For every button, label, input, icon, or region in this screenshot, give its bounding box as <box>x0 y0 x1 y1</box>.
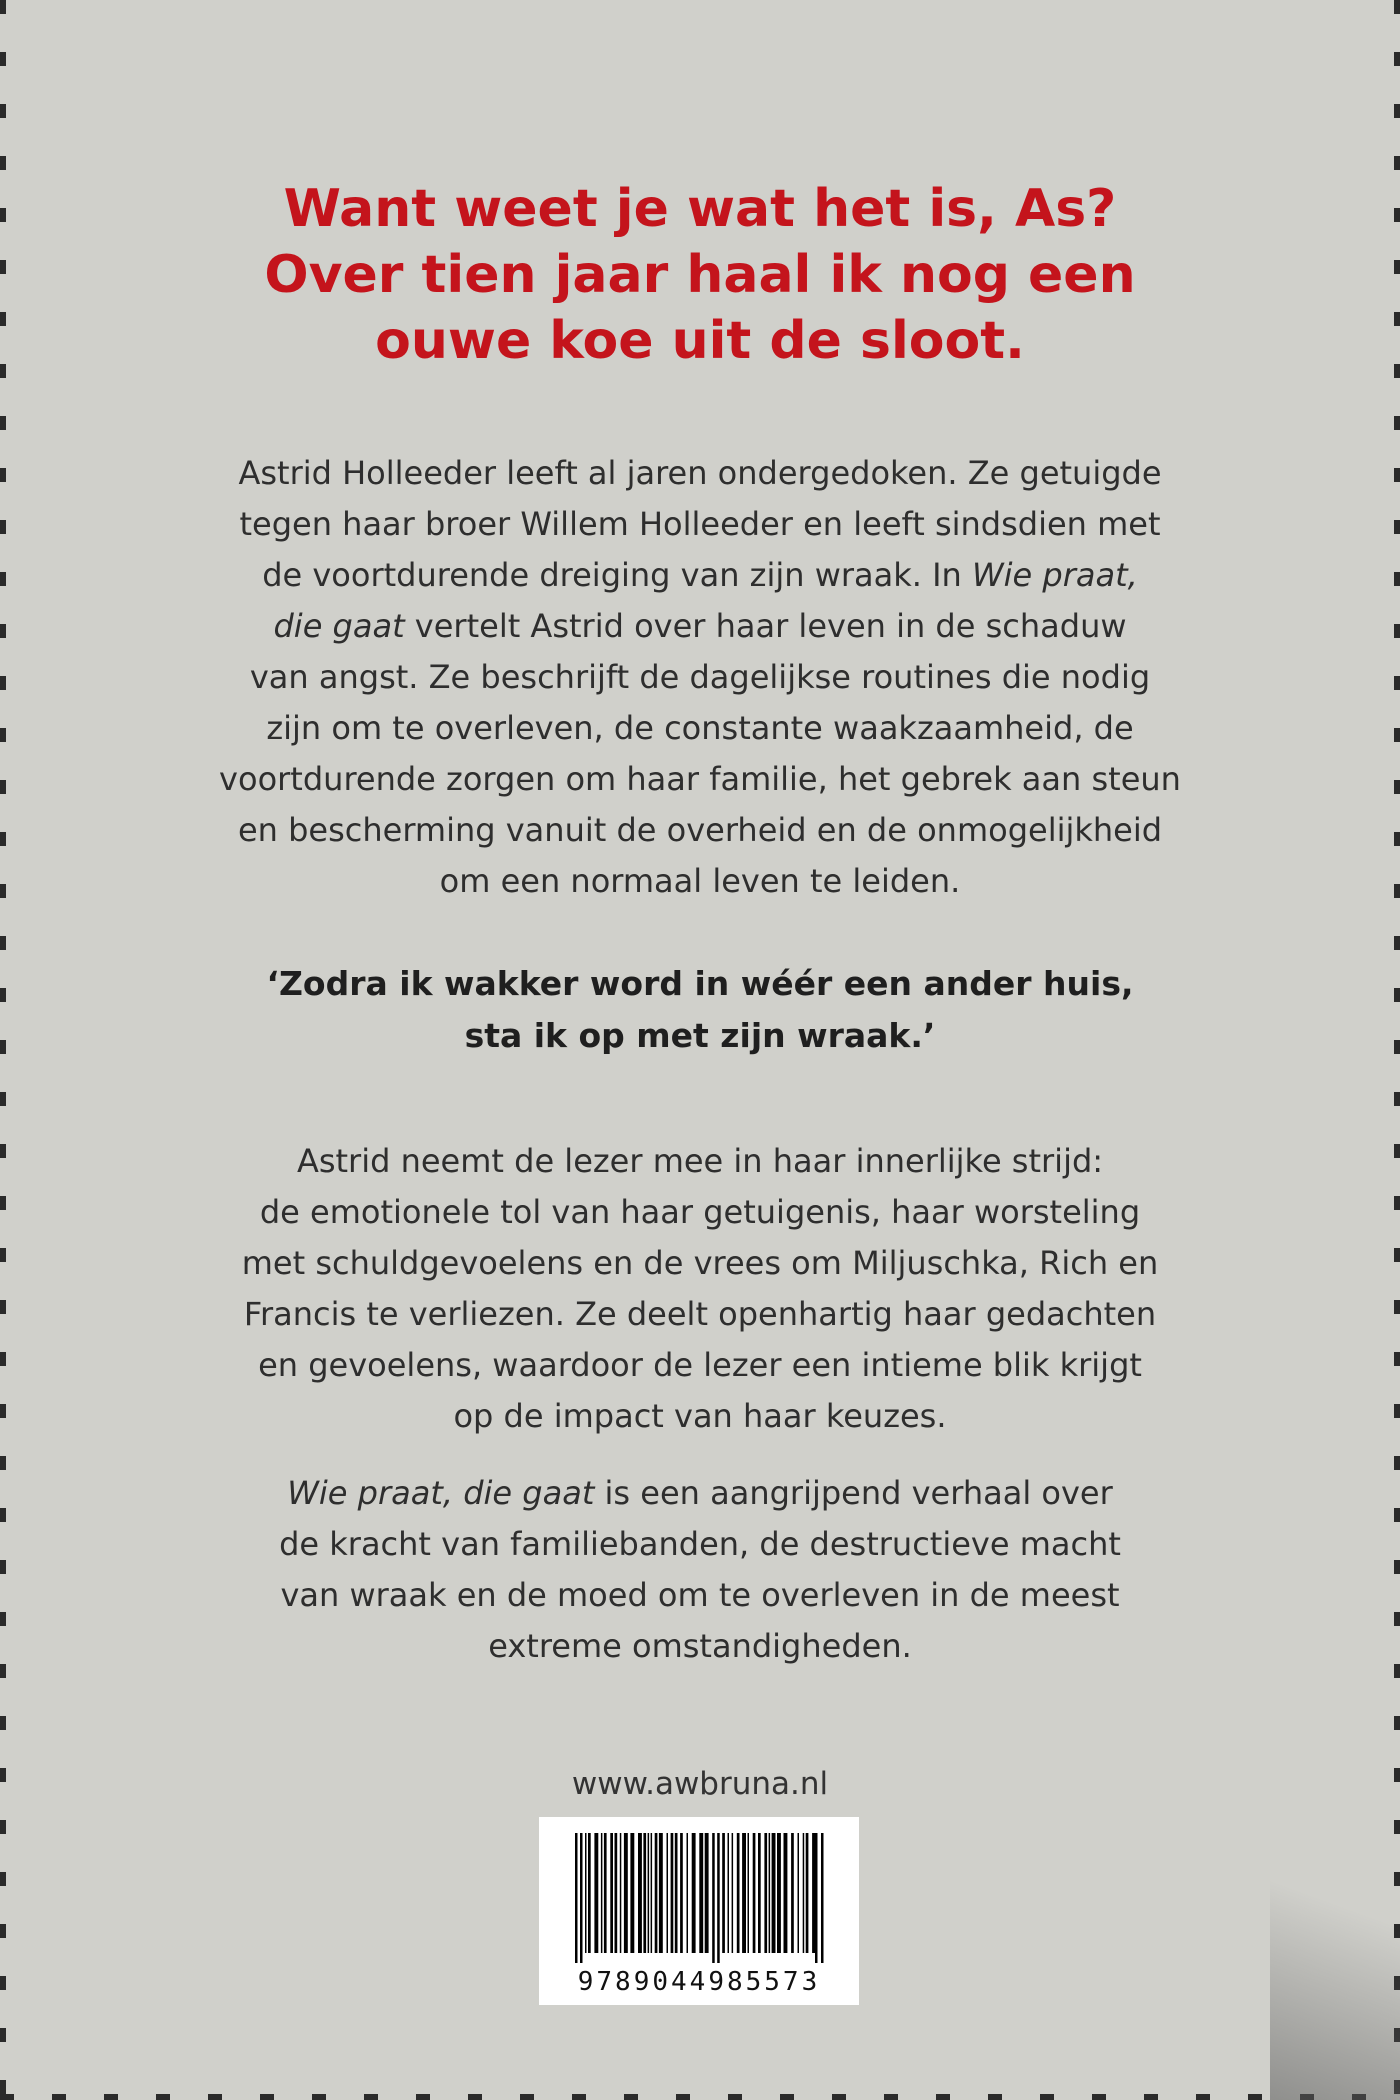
barcode-bar <box>742 1833 746 1953</box>
barcode-bar <box>615 1833 618 1953</box>
headline-line: ouwe koe uit de sloot. <box>375 311 1025 371</box>
paragraph-line: om een normaal leven te leiden. <box>439 862 961 900</box>
book-title-italic: die gaat <box>273 607 405 645</box>
publisher-website: www.awbruna.nl <box>571 1766 829 1802</box>
blurb-paragraph-2 <box>140 1136 1260 1442</box>
barcode-bar <box>821 1833 824 1963</box>
isbn-barcode <box>539 1817 859 2005</box>
barcode-bar <box>728 1833 730 1953</box>
barcode-bars-icon <box>575 1833 825 1963</box>
barcode-bar <box>638 1833 642 1953</box>
paragraph-line: en bescherming vanuit de overheid en de onmogelijkheid <box>237 811 1163 849</box>
barcode-bar <box>594 1833 598 1953</box>
barcode-bar <box>648 1833 650 1953</box>
barcode-bar <box>692 1833 696 1953</box>
barcode-bar <box>610 1833 613 1953</box>
barcode-bar <box>659 1833 663 1953</box>
paragraph-line: voortdurende zorgen om haar familie, het gebrek aan steun <box>219 760 1181 798</box>
headline-quote <box>150 176 1250 374</box>
barcode-bar <box>699 1833 703 1953</box>
barcode-bar <box>732 1833 734 1953</box>
book-title-italic: Wie praat, die gaat <box>287 1474 595 1512</box>
barcode-bar <box>791 1833 794 1953</box>
quote-line: ‘Zodra ik wakker word in wéér een ander huis, <box>266 964 1134 1003</box>
paragraph-line: van angst. Ze beschrijft de dagelijkse routines die nodig <box>249 658 1151 696</box>
barcode-bar <box>806 1833 809 1953</box>
barcode-bar <box>680 1833 683 1953</box>
blurb-paragraph-1 <box>140 448 1260 907</box>
pull-quote <box>140 958 1260 1062</box>
barcode-bar <box>705 1833 709 1953</box>
barcode-bar <box>712 1833 715 1963</box>
barcode-bar <box>643 1833 646 1953</box>
paragraph-line: Francis te verliezen. Ze deelt openhartig haar gedachten <box>243 1295 1157 1333</box>
barcode-bar <box>717 1833 720 1963</box>
barcode-bar <box>671 1833 674 1953</box>
headline-line: Over tien jaar haal ik nog een <box>264 245 1136 305</box>
barcode-bar <box>575 1833 578 1963</box>
barcode-bar <box>769 1833 771 1953</box>
barcode-bar <box>758 1833 761 1953</box>
paragraph-line <box>140 550 1260 601</box>
barcode-bar <box>748 1833 750 1953</box>
barcode-bar <box>655 1833 658 1953</box>
barcode-bar <box>624 1833 628 1953</box>
book-title-italic: Wie praat, <box>972 556 1138 594</box>
left-edge-marks <box>0 0 6 2100</box>
bottom-edge-marks <box>0 2094 1400 2100</box>
paragraph-line: van wraak en de moed om te overleven in de meest <box>280 1576 1120 1614</box>
text-run: vertelt Astrid over haar leven in de schaduw <box>404 607 1127 645</box>
barcode-bar <box>667 1833 669 1953</box>
barcode-bar <box>803 1833 805 1953</box>
barcode-bar <box>784 1833 788 1953</box>
paragraph-line: de kracht van familiebanden, de destructieve macht <box>279 1525 1121 1563</box>
barcode-bar <box>687 1833 689 1953</box>
blurb-paragraph-3 <box>140 1468 1260 1672</box>
paragraph-line: de emotionele tol van haar getuigenis, haar worsteling <box>259 1193 1141 1231</box>
quote-line: sta ik op met zijn wraak.’ <box>464 1016 936 1055</box>
barcode-bar <box>798 1833 800 1953</box>
paragraph-line <box>140 1468 1260 1519</box>
barcode-bar <box>764 1833 767 1953</box>
paragraph-line <box>140 601 1260 652</box>
headline-line: Want weet je wat het is, As? <box>283 179 1117 239</box>
corner-shadow <box>1270 1780 1400 2100</box>
barcode-bar <box>722 1833 725 1953</box>
paragraph-line: zijn om te overleven, de constante waakzaamheid, de <box>266 709 1134 747</box>
barcode-bar <box>777 1833 781 1953</box>
isbn-number: 9789044985573 <box>577 1967 821 1997</box>
barcode-bar <box>675 1833 678 1953</box>
barcode-bar <box>620 1833 622 1953</box>
barcode-bar <box>737 1833 740 1953</box>
barcode-bar <box>753 1833 756 1953</box>
barcode-bar <box>601 1833 603 1953</box>
barcode-bar <box>772 1833 776 1953</box>
text-run: is een aangrijpend verhaal over <box>594 1474 1113 1512</box>
barcode-bar <box>630 1833 634 1953</box>
barcode-bar <box>588 1833 591 1953</box>
barcode-bar <box>604 1833 607 1953</box>
paragraph-line: Astrid Holleeder leeft al jaren ondergedoken. Ze getuigde <box>238 454 1162 492</box>
paragraph-line: Astrid neemt de lezer mee in haar innerlijke strijd: <box>296 1142 1104 1180</box>
barcode-bar <box>585 1833 587 1953</box>
barcode-bar <box>580 1833 583 1963</box>
paragraph-line: op de impact van haar keuzes. <box>453 1397 947 1435</box>
paragraph-line: en gevoelens, waardoor de lezer een intieme blik krijgt <box>258 1346 1142 1384</box>
barcode-bar <box>651 1833 653 1953</box>
paragraph-line: tegen haar broer Willem Holleeder en leeft sindsdien met <box>239 505 1161 543</box>
barcode-bar <box>815 1833 818 1963</box>
paragraph-line: extreme omstandigheden. <box>488 1627 912 1665</box>
text-run: de voortdurende dreiging van zijn wraak. In <box>262 556 972 594</box>
paragraph-line: met schuldgevoelens en de vrees om Miljuschka, Rich en <box>241 1244 1159 1282</box>
